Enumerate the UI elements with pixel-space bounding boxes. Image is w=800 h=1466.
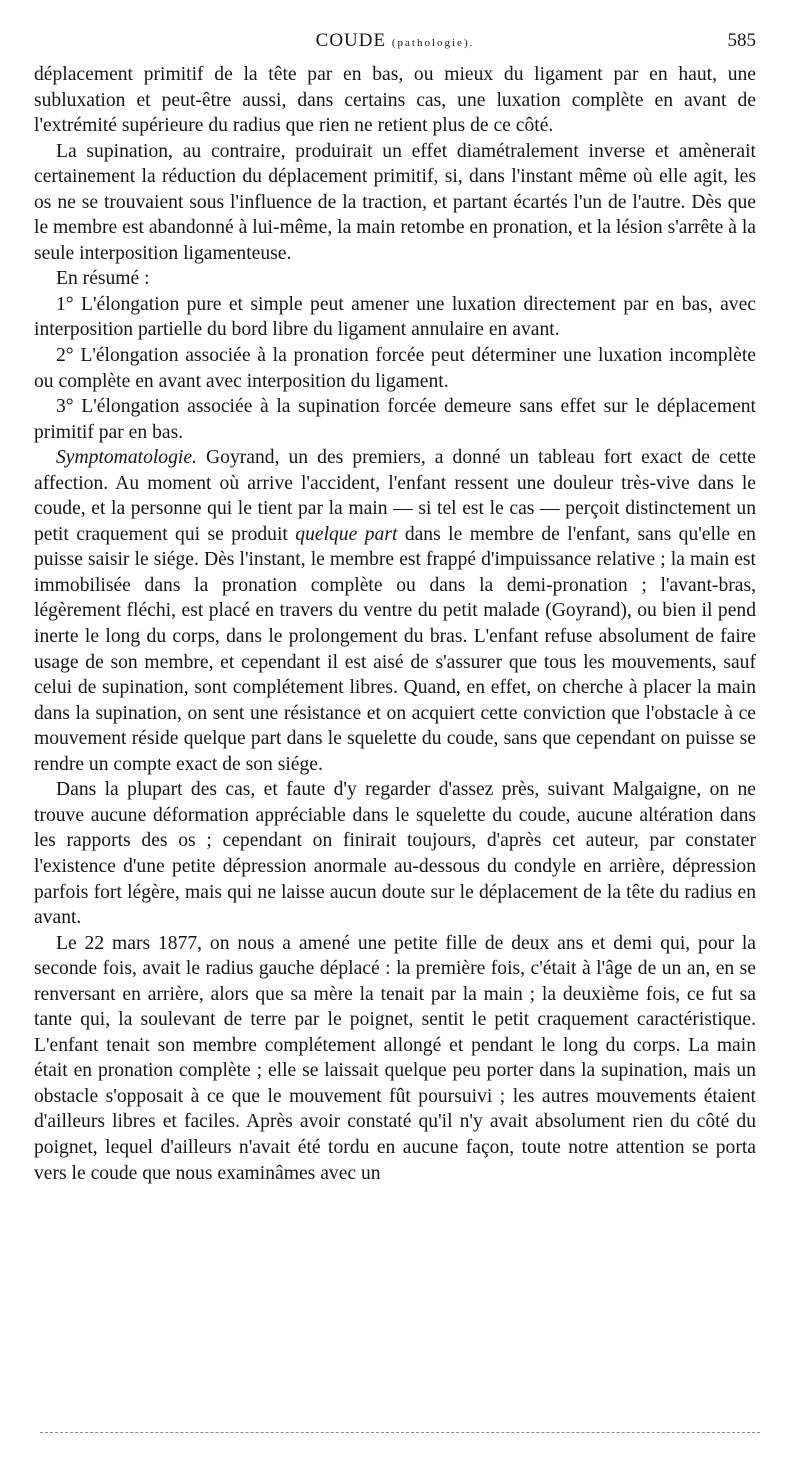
symptomatology-text-after: dans le membre de l'enfant, sans qu'elle en puisse saisir le siége. Dès l'instant, le membre est frappé d'impuissance relative ; la main est immobilisée dans la pronation complète ou dans la demi-pronation ; l'avant-bras, légèrement fléchi, est placé en travers du ventre du petit malade (Goyrand), ou bien il pend inerte le long du corps, dans le prolongement du bras. L'enfant refuse absolument de faire usage de son membre, et cependant il est aisé de s'assurer que tous les mouvements, sauf celui de supination, sont complétement libres. Quand, en effet, on cherche à placer la main dans la supination, on sent une résistance et on acquiert cette conviction que l'obstacle à ce mouvement réside quelque part dans le squelette du coude, sans que cependant on puisse se rendre un compte exact de son siége.	[34, 523, 756, 775]
summary-item-3: 3° L'élongation associée à la supination forcée demeure sans effet sur le déplacement primitif par en bas.	[34, 396, 756, 443]
section-lead-symptomatologie: Symptomatologie.	[56, 447, 197, 469]
paragraph-symptomatology	[34, 445, 756, 777]
running-title-sub: (pathologie).	[391, 37, 475, 49]
footer-rule	[40, 1432, 760, 1433]
paragraph-summary-heading: En résumé :	[56, 268, 150, 290]
symptomatology-text-before: Goyrand, un des premiers, a donné un tableau fort exact de cette affection. Au moment où arrive l'accident, l'enfant ressent une douleur très-vive dans le coude, et la personne qui le tient par la main — si tel est le cas — perçoit distinctement un petit craquement qui se produit	[34, 447, 756, 545]
running-title-main: COUDE	[315, 30, 387, 51]
summary-item-1: 1° L'élongation pure et simple peut amener une luxation directement par en bas, avec interposition partielle du bord libre du ligament annulaire en avant.	[34, 293, 756, 341]
paragraph-supination: La supination, au contraire, produirait un effet diamétralement inverse et amènerait certainement la réduction du déplacement primitif, si, dans l'instant même où elle agit, les os ne se trouvaient sous l'influence de la traction, et partant écartés l'un de l'autre. Dès que le membre est abandonné à lui-même, la main retombe en pronation, et la lésion s'arrête à la seule interposition ligamenteuse.	[34, 140, 756, 264]
running-title	[34, 30, 756, 52]
paragraph-continuation: déplacement primitif de la tête par en bas, ou mieux du ligament par en haut, une subluxation et peut-être aussi, dans certains cas, une luxation complète en avant de l'extrémité supérieure du radius que rien ne retient plus de ce côté.	[34, 64, 756, 137]
paragraph-malgaigne: Dans la plupart des cas, et faute d'y regarder d'assez près, suivant Malgaigne, on ne trouve aucune déformation appréciable dans le squelette du coude, aucune altération dans les rapports des os ; cependant on finirait toujours, d'après cet auteur, par constater l'existence d'une petite dépression anormale au-dessous du condyle en arrière, dépression parfois fort légère, mais qui ne laisse aucun doute sur le déplacement de la tête du radius en avant.	[34, 779, 756, 929]
paragraph-case-1877: Le 22 mars 1877, on nous a amené une petite fille de deux ans et demi qui, pour la seconde fois, avait le radius gauche déplacé : la première fois, c'était à l'âge de un an, en se renversant en arrière, alors que sa mère la tenait par la main ; la deuxième fois, ce fut sa tante qui, la soulevant de terre par le poignet, sentit le petit craquement caractéristique. L'enfant tenait son membre complétement allongé et pendant le long du corps. La main était en pronation complète ; elle se laissait quelque peu porter dans la supination, mais un obstacle s'opposait à ce que le mouvement fût poursuivi ; les autres mouvements étaient d'ailleurs libres et faciles. Après avoir constaté qu'il n'y avait absolument rien du côté du poignet, lequel d'ailleurs n'avait été tordu en aucune façon, toute notre attention se porta vers le coude que nous examinâmes avec un	[34, 932, 756, 1184]
summary-item-2: 2° L'élongation associée à la pronation forcée peut déterminer une luxation incomplète ou complète en avant avec interposition du ligament.	[34, 345, 756, 392]
running-header	[34, 30, 756, 60]
text-body	[34, 62, 756, 1186]
page-number: 585	[727, 30, 756, 51]
symptomatology-emphasis: quelque part	[295, 523, 398, 545]
